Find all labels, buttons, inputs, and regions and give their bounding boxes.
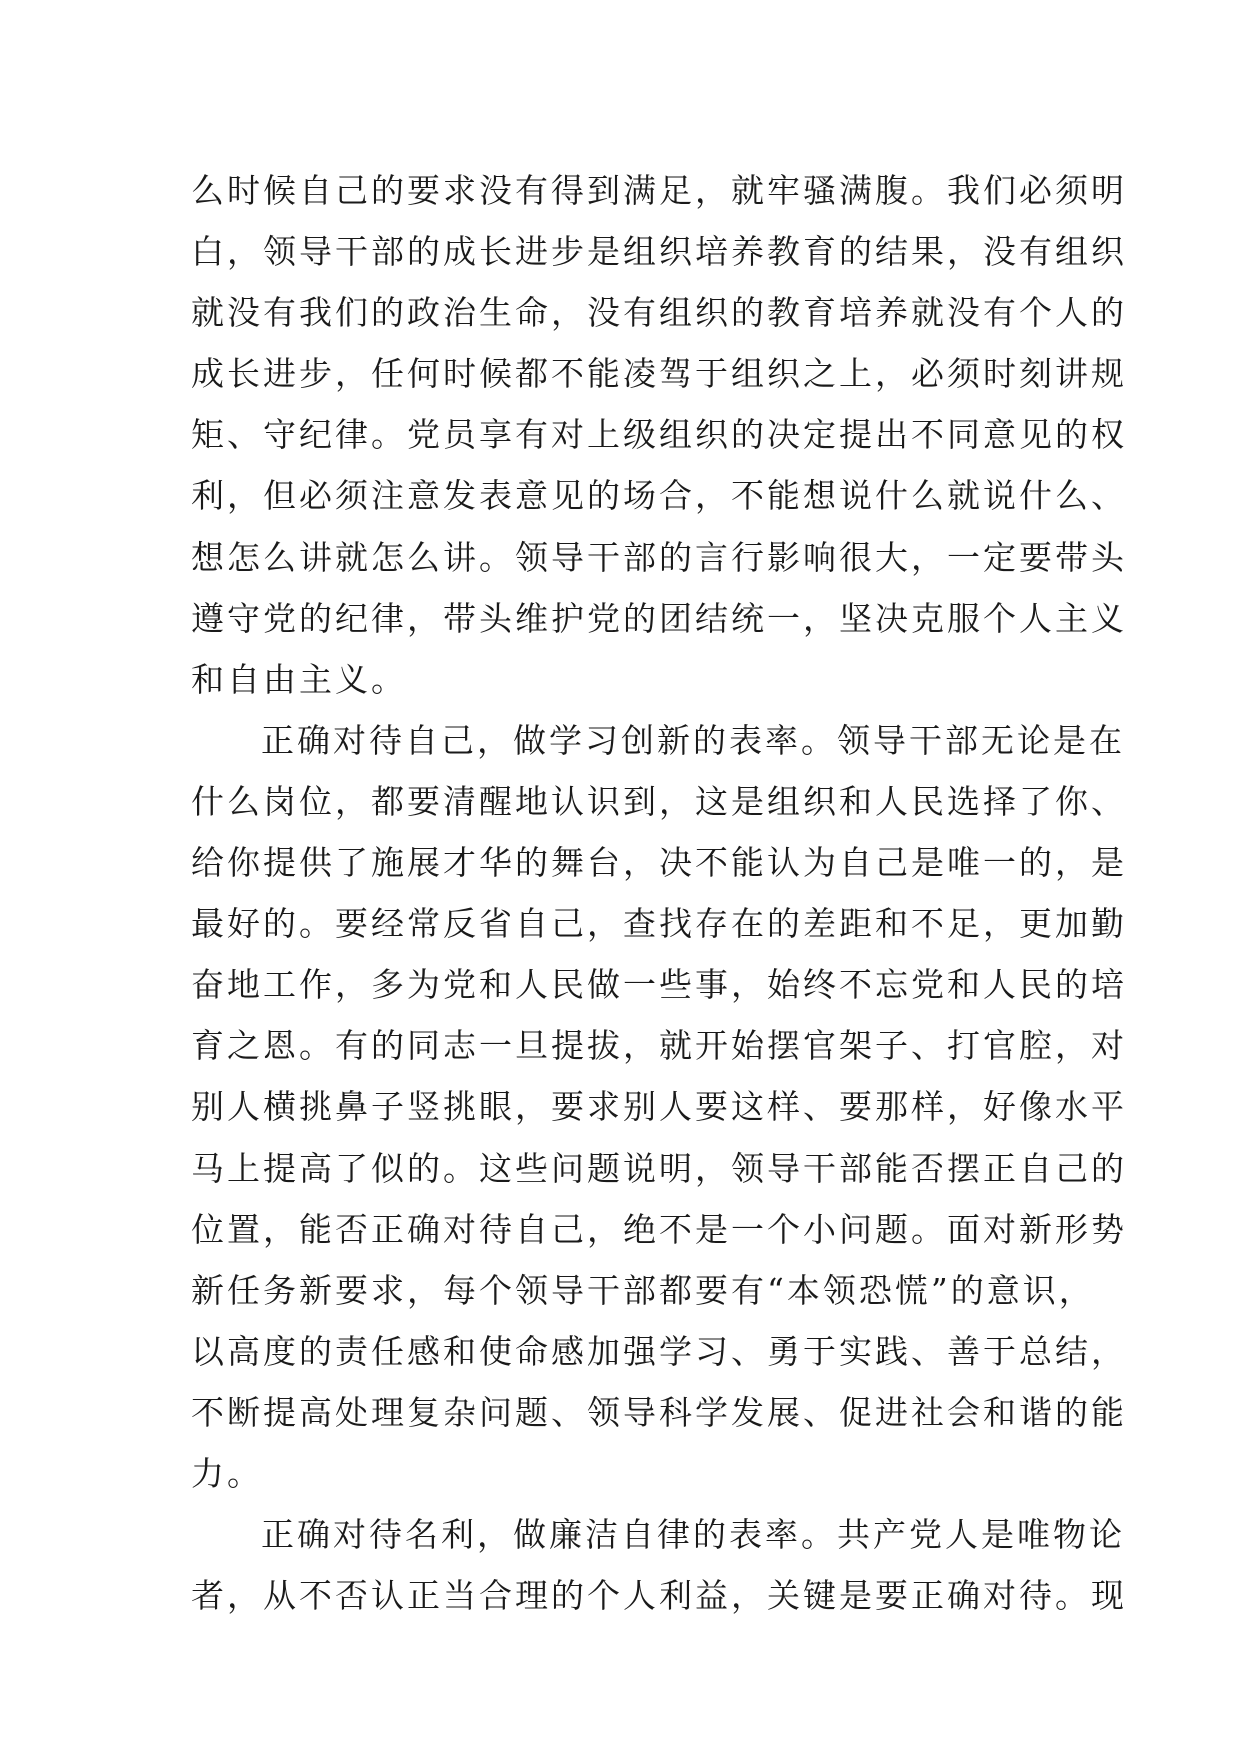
- text-line: 就没有我们的政治生命，没有组织的教育培养就没有个人的: [191, 293, 1127, 333]
- text-line: 什么岗位，都要清醒地认识到，这是组织和人民选择了你、: [191, 781, 1127, 821]
- text-line: 和自由主义。: [191, 659, 407, 699]
- text-line: 不断提高处理复杂问题、领导科学发展、促进社会和谐的能: [191, 1392, 1127, 1432]
- text-line: 马上提高了似的。这些问题说明，领导干部能否摆正自己的: [191, 1148, 1127, 1188]
- text-line: 遵守党的纪律，带头维护党的团结统一，坚决克服个人主义: [191, 598, 1127, 638]
- paragraph-start-line: 正确对待自己，做学习创新的表率。领导干部无论是在: [261, 720, 1125, 760]
- text-line: 利，但必须注意发表意见的场合，不能想说什么就说什么、: [191, 476, 1127, 516]
- text-line: 别人横挑鼻子竖挑眼，要求别人要这样、要那样，好像水平: [191, 1087, 1127, 1127]
- text-line: 最好的。要经常反省自己，查找存在的差距和不足，更加勤: [191, 904, 1127, 944]
- body-text: [191, 160, 1127, 1626]
- text-line: 想怎么讲就怎么讲。领导干部的言行影响很大，一定要带头: [191, 537, 1127, 577]
- text-line: 以高度的责任感和使命感加强学习、勇于实践、善于总结，: [191, 1331, 1127, 1371]
- text-line: 位置，能否正确对待自己，绝不是一个小问题。面对新形势: [191, 1209, 1127, 1249]
- text-line: 力。: [191, 1453, 263, 1493]
- paragraph-start-line: 正确对待名利，做廉洁自律的表率。共产党人是唯物论: [261, 1515, 1125, 1555]
- text-line: 新任务新要求，每个领导干部都要有“本领恐慌”的意识，: [191, 1270, 1095, 1310]
- text-line: 矩、守纪律。党员享有对上级组织的决定提出不同意见的权: [191, 415, 1127, 455]
- text-line: 奋地工作，多为党和人民做一些事，始终不忘党和人民的培: [191, 965, 1127, 1005]
- text-line: 成长进步，任何时候都不能凌驾于组织之上，必须时刻讲规: [191, 354, 1127, 394]
- text-line: 白，领导干部的成长进步是组织培养教育的结果，没有组织: [191, 232, 1127, 272]
- text-line: 么时候自己的要求没有得到满足，就牢骚满腹。我们必须明: [191, 171, 1127, 210]
- text-line: 者，从不否认正当合理的个人利益，关键是要正确对待。现: [191, 1576, 1127, 1616]
- text-line: 育之恩。有的同志一旦提拔，就开始摆官架子、打官腔，对: [191, 1026, 1127, 1066]
- text-line: 给你提供了施展才华的舞台，决不能认为自己是唯一的，是: [191, 843, 1127, 883]
